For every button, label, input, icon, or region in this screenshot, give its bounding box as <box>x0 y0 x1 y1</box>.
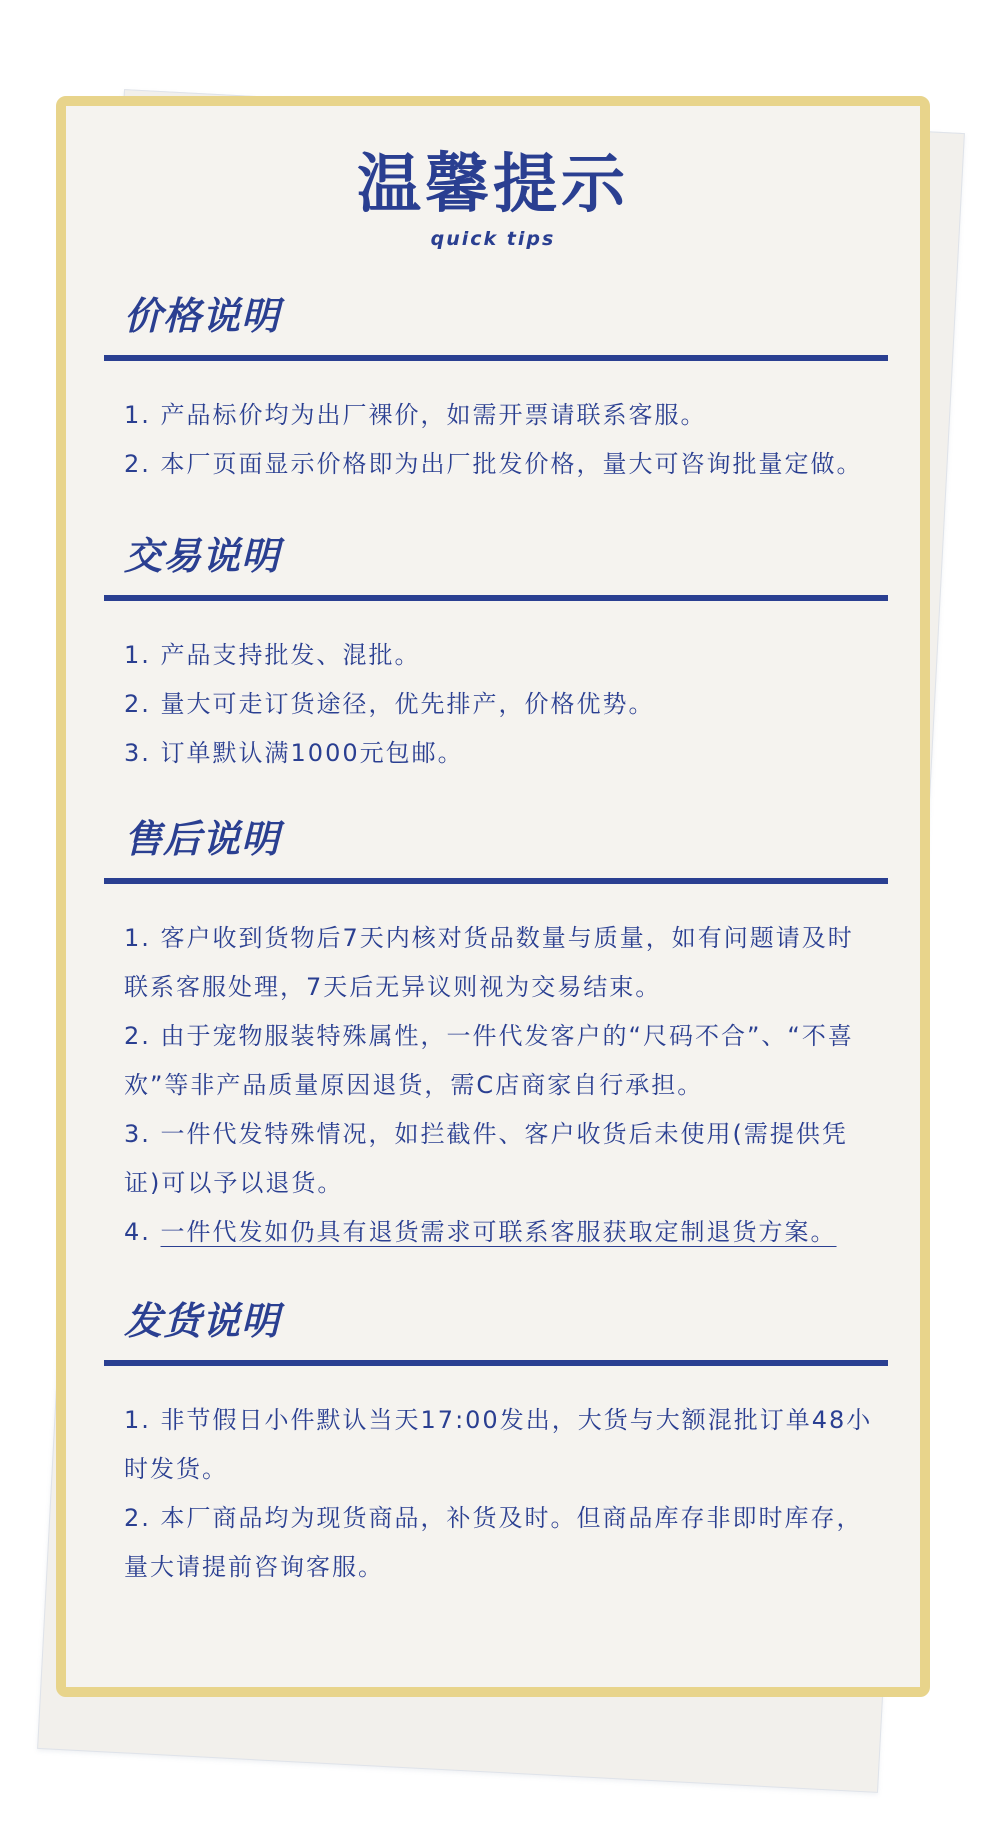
item-list <box>104 914 888 1257</box>
list-item: 1. 产品支持批发、混批。 <box>124 641 421 669</box>
section-title: 售后说明 <box>124 817 281 861</box>
section-pricing <box>104 291 888 489</box>
item-number: 4. <box>124 1218 161 1246</box>
section-after-sales <box>104 814 888 1257</box>
list-item: 2. 本厂页面显示价格即为出厂批发价格，量大可咨询批量定做。 <box>124 450 863 478</box>
list-item: 2. 由于宠物服装特殊属性，一件代发客户的“尺码不合”、“不喜欢”等非产品质量原因退货，需C店商家自行承担。 <box>124 1022 854 1099</box>
page-subtitle: quick tips <box>430 228 556 250</box>
item-list <box>104 631 888 778</box>
page-title: 温馨提示 <box>357 148 629 222</box>
list-item: 3. 一件代发特殊情况，如拦截件、客户收货后未使用(需提供凭证)可以予以退货。 <box>124 1120 848 1197</box>
item-list <box>104 391 888 489</box>
section-shipping <box>104 1296 888 1592</box>
list-item: 3. 订单默认满1000元包邮。 <box>124 739 464 767</box>
section-title: 价格说明 <box>124 294 281 338</box>
item-list <box>104 1396 888 1592</box>
section-divider <box>104 355 888 361</box>
list-item: 1. 客户收到货物后7天内核对货品数量与质量，如有问题请及时联系客服处理，7天后无异议则视为交易结束。 <box>124 924 854 1001</box>
list-item: 1. 产品标价均为出厂裸价，如需开票请联系客服。 <box>124 401 707 429</box>
list-item <box>124 1208 874 1257</box>
section-divider <box>104 878 888 884</box>
section-divider <box>104 595 888 601</box>
section-title: 交易说明 <box>124 534 281 578</box>
tips-card <box>56 96 930 1697</box>
section-title: 发货说明 <box>124 1299 281 1343</box>
return-plan-note: 一件代发如仍具有退货需求可联系客服获取定制退货方案。 <box>160 1218 837 1246</box>
section-divider <box>104 1360 888 1366</box>
card-header <box>66 146 920 250</box>
list-item: 2. 本厂商品均为现货商品，补货及时。但商品库存非即时库存，量大请提前咨询客服。 <box>124 1504 863 1581</box>
list-item: 1. 非节假日小件默认当天17:00发出，大货与大额混批订单48小时发货。 <box>124 1406 873 1483</box>
list-item: 2. 量大可走订货途径，优先排产，价格优势。 <box>124 690 655 718</box>
section-trading <box>104 531 888 778</box>
